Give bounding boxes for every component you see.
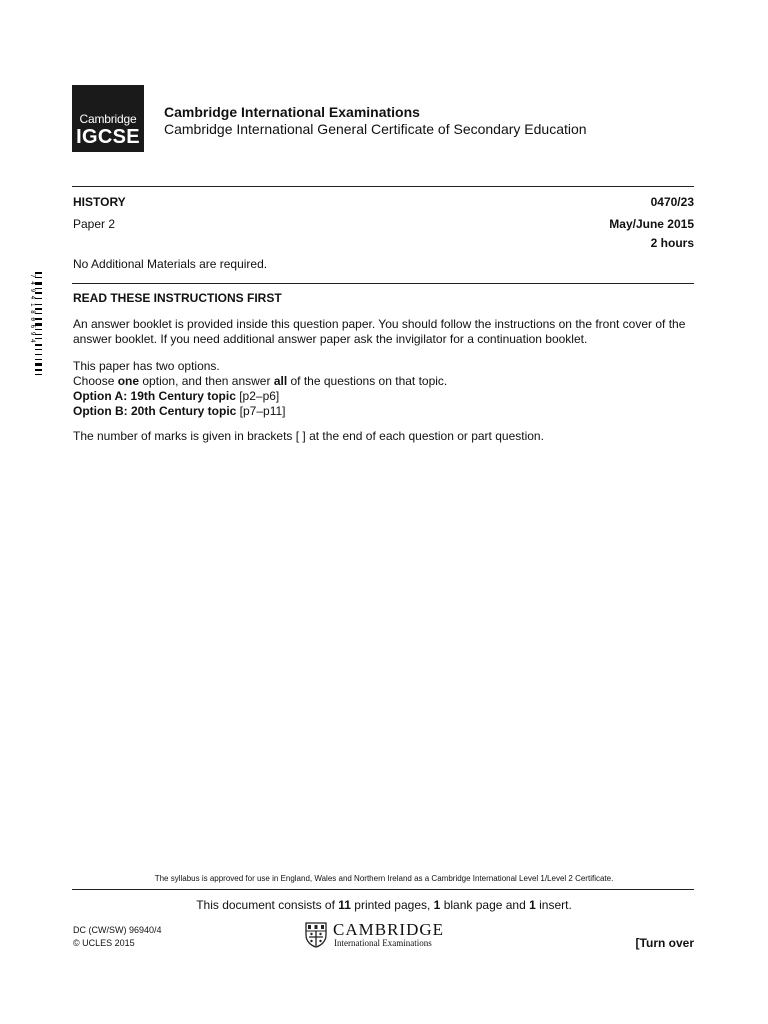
turn-over-label: [Turn over bbox=[635, 936, 694, 950]
option-a: Option A: 19th Century topic [p2–p6] bbox=[73, 389, 280, 403]
barcode-bar bbox=[35, 374, 42, 375]
barcode-bar bbox=[35, 369, 42, 371]
subject-title: HISTORY bbox=[73, 195, 126, 209]
logo-mark-text: IGCSE bbox=[76, 126, 140, 148]
document-code: DC (CW/SW) 96940/4 bbox=[73, 925, 162, 935]
instructions-booklet: An answer booklet is provided inside this question paper. You should follow the instructions on the front cover of the answer booklet. If you need additional answer paper ask the invigilator for a continuation booklet. bbox=[73, 317, 686, 346]
certificate-name: Cambridge International General Certificate of Secondary Education bbox=[164, 121, 587, 137]
exam-duration: 2 hours bbox=[650, 236, 694, 250]
choose-line: Choose one option, and then answer all of the questions on that topic. bbox=[73, 374, 448, 388]
option-b: Option B: 20th Century topic [p7–p11] bbox=[73, 404, 286, 418]
marks-note: The number of marks is given in brackets [ ] at the end of each question or part question. bbox=[73, 429, 544, 443]
igcse-logo bbox=[72, 85, 144, 152]
syllabus-approval-note: The syllabus is approved for use in England, Wales and Northern Ireland as a Cambridge International Level 1/Level 2 Certificate. bbox=[154, 874, 614, 883]
barcode-bar bbox=[35, 349, 42, 350]
barcode-bar bbox=[35, 359, 42, 360]
instructions-divider bbox=[72, 283, 694, 284]
cambridge-crest-icon bbox=[305, 922, 327, 948]
page-count-line: This document consists of 11 printed pages, 1 blank page and 1 insert. bbox=[196, 898, 572, 912]
barcode-bar bbox=[35, 354, 42, 355]
logo-brand-text: Cambridge bbox=[79, 112, 137, 126]
header-divider bbox=[72, 186, 694, 187]
copyright-notice: © UCLES 2015 bbox=[73, 938, 135, 948]
barcode-bar bbox=[35, 344, 42, 346]
barcode-digits: 7 4 9 4 1 8 0 6 9 4 bbox=[29, 274, 36, 343]
instructions-options bbox=[73, 359, 695, 419]
cambridge-wordmark: CAMBRIDGE bbox=[333, 920, 445, 939]
cambridge-wordmark-sub: International Examinations bbox=[334, 938, 432, 948]
exam-session: May/June 2015 bbox=[609, 217, 694, 231]
materials-note: No Additional Materials are required. bbox=[73, 257, 268, 271]
barcode-bar bbox=[35, 363, 42, 366]
options-intro: This paper has two options. bbox=[73, 359, 220, 373]
organisation-name: Cambridge International Examinations bbox=[164, 104, 420, 120]
syllabus-code: 0470/23 bbox=[650, 195, 694, 209]
instructions-heading: READ THESE INSTRUCTIONS FIRST bbox=[73, 291, 282, 305]
paper-number: Paper 2 bbox=[73, 217, 116, 231]
footer-divider bbox=[72, 889, 694, 890]
barcode-image bbox=[28, 270, 42, 410]
